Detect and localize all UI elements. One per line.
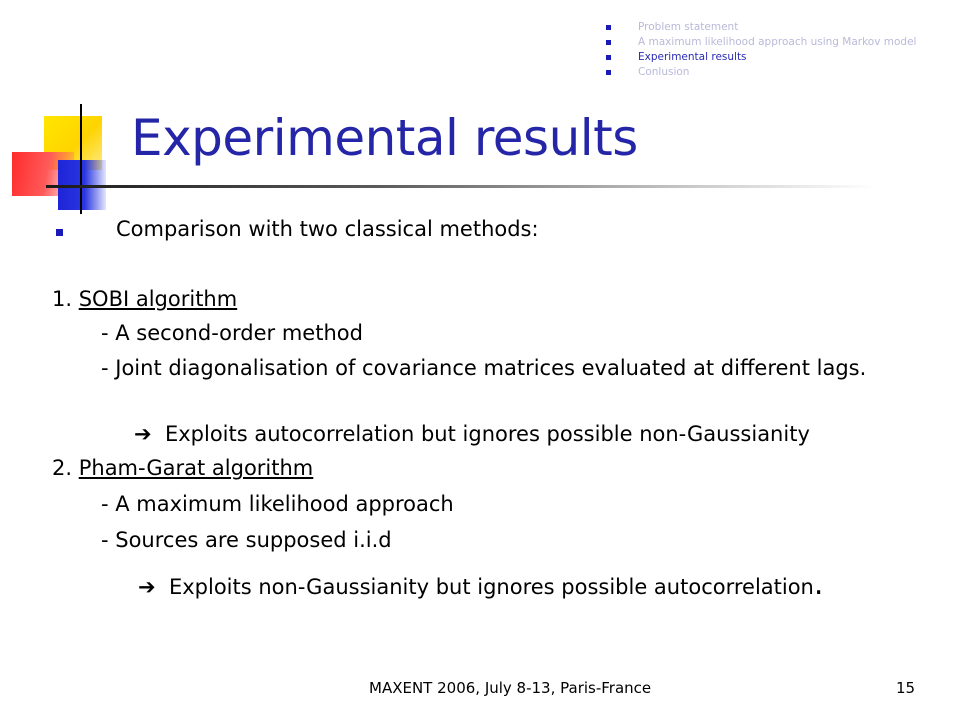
outline-item-experimental-results[interactable] <box>606 52 926 63</box>
outline-item-label: Problem statement <box>638 21 739 33</box>
method-2-point: - A maximum likelihood approach <box>101 492 454 516</box>
slide-title: Experimental results <box>131 109 638 167</box>
outline-navigation <box>606 22 926 82</box>
right-arrow-icon: ➔ <box>138 575 156 599</box>
square-bullet-icon <box>606 70 611 75</box>
method-1-point: - A second-order method <box>101 321 363 345</box>
outline-item-maximum-likelihood[interactable] <box>606 37 926 48</box>
method-1-number: 1. <box>52 287 79 311</box>
method-1-point: - Joint diagonalisation of covariance matrices evaluated at different lags. <box>101 356 867 380</box>
method-1-conclusion <box>134 421 810 447</box>
outline-item-conclusion[interactable] <box>606 67 926 78</box>
decorative-logo <box>0 0 140 230</box>
method-2-conclusion-text: Exploits non-Gaussianity but ignores possible autocorrelation <box>168 575 814 599</box>
method-1-name: SOBI algorithm <box>78 287 238 311</box>
square-bullet-icon <box>606 40 611 45</box>
outline-item-problem-statement[interactable] <box>606 22 926 33</box>
method-2-point: - Sources are supposed i.i.d <box>101 528 392 552</box>
square-bullet-icon <box>56 229 63 236</box>
title-underline-rule <box>46 185 876 188</box>
square-bullet-icon <box>606 55 611 60</box>
outline-item-label: Conlusion <box>638 66 690 78</box>
page-number: 15 <box>896 679 916 697</box>
method-1-conclusion-text: Exploits autocorrelation but ignores possible non-Gaussianity <box>164 422 810 446</box>
method-2-name: Pham-Garat algorithm <box>78 456 314 480</box>
method-2-conclusion-period: . <box>813 567 824 602</box>
footer-conference: MAXENT 2006, July 8-13, Paris-France <box>369 679 652 697</box>
method-2-heading <box>52 455 313 481</box>
square-bullet-icon <box>606 25 611 30</box>
outline-item-label: A maximum likelihood approach using Markov model <box>638 36 917 48</box>
method-1-heading <box>52 286 237 312</box>
outline-item-label: Experimental results <box>638 51 747 63</box>
method-2-number: 2. <box>52 456 79 480</box>
vertical-line-decoration <box>80 104 82 214</box>
intro-text: Comparison with two classical methods: <box>116 217 539 241</box>
method-2-conclusion <box>138 567 824 602</box>
right-arrow-icon: ➔ <box>134 422 152 446</box>
